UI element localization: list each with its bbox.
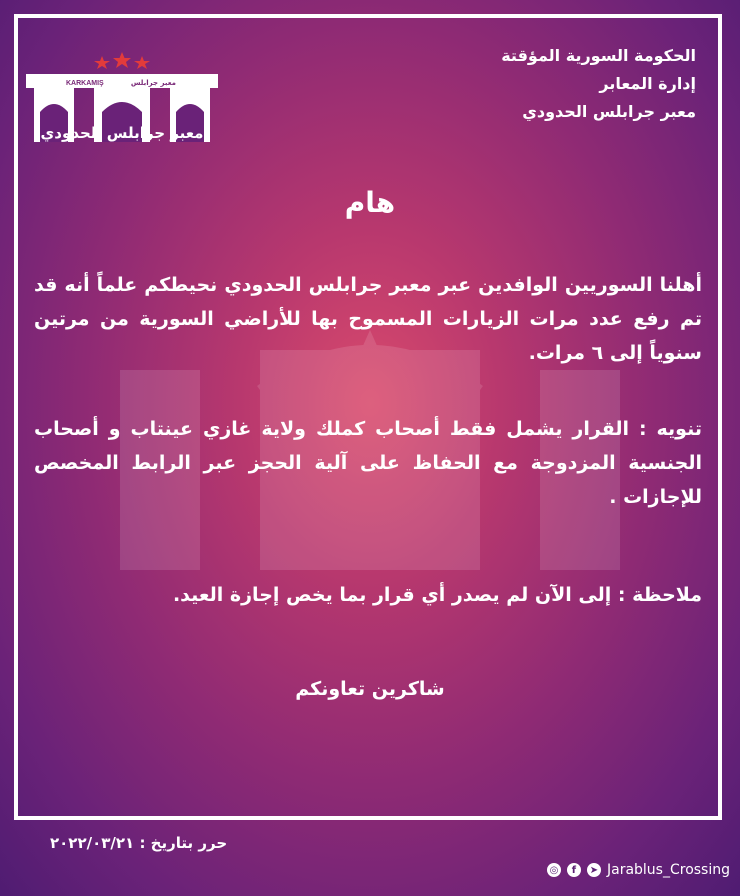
header-crossing-name: معبر جرابلس الحدودي (522, 102, 696, 121)
star-icon (134, 56, 150, 69)
instagram-icon[interactable]: ◎ (547, 863, 561, 877)
thanks-text: شاكرين تعاونكم (295, 678, 445, 700)
star-icon (113, 52, 131, 68)
handle-text: Jarablus_Crossing (606, 862, 730, 878)
issue-date (50, 834, 227, 852)
page-title: هام (344, 186, 396, 219)
government-header (436, 42, 696, 126)
social-handle (547, 862, 730, 878)
logo-banner-right: معبر جرابلس (130, 79, 176, 87)
header-crossings-admin: إدارة المعابر (599, 74, 696, 93)
telegram-icon[interactable]: ➤ (587, 863, 601, 877)
header-government: الحكومة السورية المؤقتة (501, 46, 696, 65)
logo-caption: معبر جرابلس الحدودي (40, 124, 204, 142)
announcement-paragraph: أهلنا السوريين الوافدين عبر معبر جرابلس الحدودي نحيطكم علماً أنه قد تم رفع عدد مرات الزيارات المسموح بها للأراضي السورية من مرتين سنوياً إلى ٦ مرات. (34, 274, 702, 364)
note-paragraph: ملاحظة : إلى الآن لم يصدر أي قرار بما يخص إجازة العيد. (172, 584, 702, 606)
date-value: ٢٠٢٢/٠٣/٢١ (50, 834, 135, 852)
star-icon (94, 56, 110, 69)
logo-banner-left: KARKAMIŞ (66, 80, 104, 87)
date-label: حرر بتاريخ : (139, 834, 228, 852)
notice-paragraph: تنويه : القرار يشمل فقط أصحاب كملك ولاية غازي عينتاب و أصحاب الجنسية المزدوجة مع الحفاظ على آلية الحجز عبر الرابط المخصص للإجازات . (34, 418, 702, 508)
facebook-icon[interactable]: f (567, 863, 581, 877)
